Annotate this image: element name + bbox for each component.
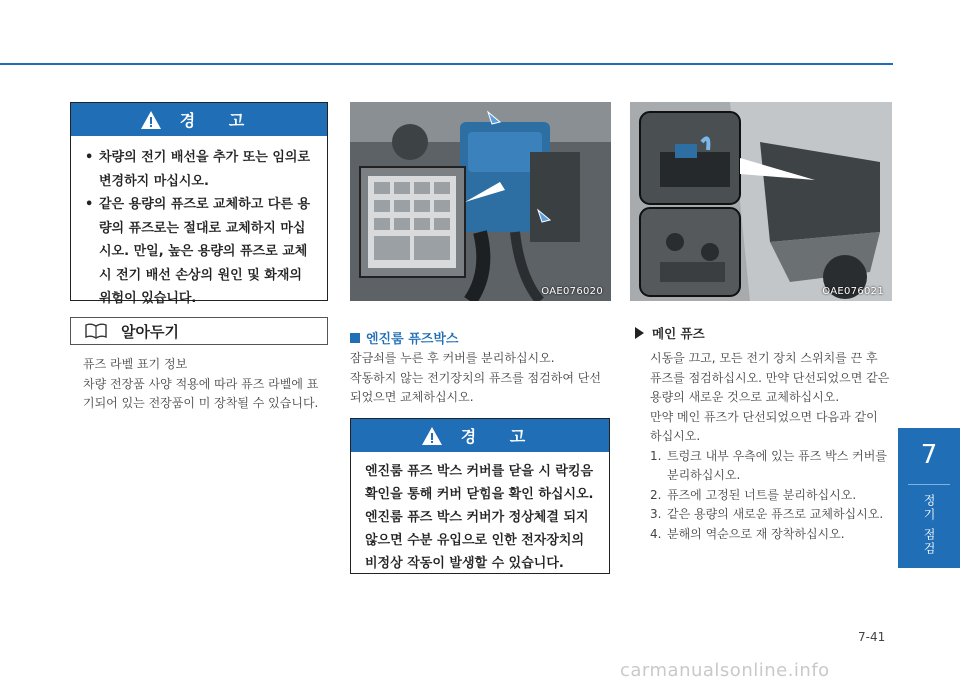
step-item	[650, 525, 892, 545]
chapter-label: 정기 점검	[922, 494, 936, 556]
paragraph: 잠금쇠를 누른 후 커버를 분리하십시오.	[350, 351, 555, 365]
warning-item: • 같은 용량의 퓨즈로 교체하고 다른 용량의 퓨즈로는 절대로 교체하지 마십시오. 만일, 높은 용량의 퓨즈로 교체시 전기 배선 손상의 원인 및 화재의 위험이 있습니다.	[85, 193, 313, 311]
warning-body	[351, 452, 609, 585]
warning-box-mid	[350, 418, 610, 574]
warning-triangle-icon	[421, 426, 443, 446]
step-text: 트렁크 내부 우측에 있는 퓨즈 박스 커버를 분리하십시오.	[667, 448, 887, 482]
engine-bay-illustration	[350, 102, 611, 301]
warning-title: 경 고	[179, 111, 259, 130]
step-item	[650, 486, 892, 506]
warning-text: 엔진룸 퓨즈 박스 커버를 닫을 시 락킹음 확인을 통해 커버 닫힘을 확인 하십시오. 엔진룸 퓨즈 박스 커버가 정상체결 되지 않으면 수분 유입으로 인한 전자장치의 비정상 작동이 발생할 수 있습니다.	[365, 464, 594, 571]
step-number: 1.	[650, 448, 662, 463]
engine-fusebox-text	[350, 349, 612, 408]
main-fuse-title	[635, 324, 705, 342]
step-item	[650, 447, 892, 486]
engine-fusebox-title	[350, 328, 458, 347]
note-header	[70, 317, 328, 345]
page-number: 7-41	[858, 630, 886, 644]
engine-fusebox-title-text: 엔진룸 퓨즈박스	[366, 332, 459, 347]
step-text: 분해의 역순으로 재 장착하십시오.	[667, 526, 845, 541]
step-number: 2.	[650, 487, 662, 502]
warning-body	[71, 136, 327, 321]
step-number: 4.	[650, 526, 662, 541]
paragraph: 작동하지 않는 전기장치의 퓨즈를 점검하여 단선되었으면 교체하십시오.	[350, 370, 601, 404]
main-fuse-title-text: 메인 퓨즈	[652, 326, 705, 341]
note-line: 차량 전장품 사양 적용에 따라 퓨즈 라벨에 표기되어 있는 전장품이 미 장착될 수 있습니다.	[83, 376, 319, 410]
book-icon	[85, 323, 107, 339]
chapter-number: 7	[920, 440, 938, 470]
note-body	[83, 355, 328, 414]
chapter-divider	[908, 484, 950, 485]
note-title: 알아두기	[121, 322, 179, 341]
step-number: 3.	[650, 507, 662, 521]
step-text: 퓨즈에 고정된 너트를 분리하십시오.	[667, 487, 857, 502]
engine-fusebox-photo	[350, 102, 611, 301]
warning-header	[351, 419, 609, 452]
chapter-tab	[898, 428, 960, 568]
warning-box-left	[70, 102, 328, 306]
paragraph: 만약 메인 퓨즈가 단선되었으면 다음과 같이 하십시오.	[650, 409, 878, 443]
warning-header	[71, 103, 327, 136]
note-line: 퓨즈 라벨 표기 정보	[83, 357, 188, 371]
trunk-fusebox-photo	[630, 102, 892, 301]
steps-list	[650, 447, 892, 545]
arrow-right-icon	[635, 327, 644, 339]
top-rule	[0, 63, 893, 65]
square-bullet-icon	[350, 333, 360, 343]
photo-code: OAE076021	[822, 286, 884, 297]
main-fuse-text	[650, 349, 892, 544]
photo-code: OAE076020	[541, 286, 603, 297]
paragraph: 시동을 끄고, 모든 전기 장치 스위치를 끈 후 퓨즈를 점검하십시오. 만약 단선되었으면 같은 용량의 새로운 것으로 교체하십시오.	[650, 351, 890, 404]
step-text: 같은 용량의 새로운 퓨즈로 교체하십시오.	[667, 507, 884, 521]
trunk-illustration	[630, 102, 892, 301]
warning-item: • 차량의 전기 배선을 추가 또는 임의로 변경하지 마십시오.	[85, 146, 313, 193]
warning-triangle-icon	[140, 110, 162, 130]
warning-title: 경 고	[460, 427, 540, 446]
footer-watermark: carmanualsonline.info	[620, 660, 830, 681]
step-item	[650, 505, 892, 525]
